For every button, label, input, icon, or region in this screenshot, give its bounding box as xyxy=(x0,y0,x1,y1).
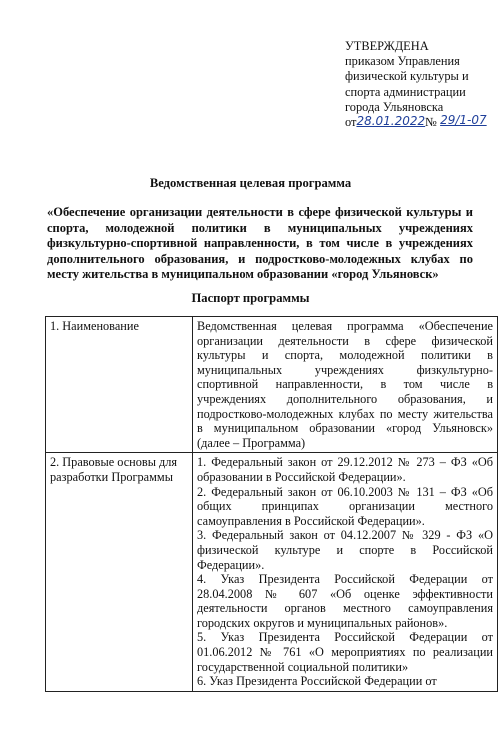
row-content xyxy=(193,453,498,692)
document-title: Ведомственная целевая программа xyxy=(149,176,352,190)
row-paragraph: 3. Федеральный закон от 04.12.2007 № 329 - ФЗ «О физической культуре и спорте в Российской Федерации». xyxy=(197,528,493,572)
passport-table xyxy=(45,316,498,692)
row-paragraph: 1. Федеральный закон от 29.12.2012 № 273 – ФЗ «Об образовании в Российской Федерации». xyxy=(197,455,493,484)
row-content xyxy=(193,317,498,453)
table-row xyxy=(46,453,498,692)
row-paragraph: Ведомственная целевая программа «Обеспечение организации деятельности в сфере физической культуры и спорта, молодежной политики в муниципальных учреждениях физкультурно-спортивной направленности, в том числе в учреждениях дополнительного образования, и подростково-молодежных клубах по месту жительства в муниципальном образовании «город Ульяновск» (далее – Программа) xyxy=(197,319,493,450)
passport-title: Паспорт программы xyxy=(191,291,310,305)
table-row xyxy=(46,317,498,453)
approval-line: физической культуры и xyxy=(345,69,469,84)
approval-line: города Ульяновска xyxy=(345,99,444,114)
approval-reference xyxy=(345,115,495,130)
program-name: «Обеспечение организации деятельности в сфере физической культуры и спорта, молодежной политики в муниципальных учреждениях физкультурно-спортивной направленности, в том числе в учреждениях дополнительного образования, и подростково-молодежных клубах по месту жительства в муниципальном образовании «город Ульяновск» xyxy=(47,205,473,282)
row-paragraph: 2. Федеральный закон от 06.10.2003 № 131 – ФЗ «Об общих принципах организации местного самоуправления в Российской Федерации». xyxy=(197,484,493,528)
handwritten-date: 28.01.2022 xyxy=(356,114,426,129)
row-paragraph: 5. Указ Президента Российской Федерации от 01.06.2012 № 761 «О мероприятиях по реализации государственной социальной политики» xyxy=(197,630,493,674)
approval-stamp xyxy=(345,39,495,130)
approval-line: приказом Управления xyxy=(345,54,460,69)
row-paragraph: 4. Указ Президента Российской Федерации от 28.04.2008 № 607 «Об оценке эффективности деятельности органов местного самоуправления городских округов и муниципальных районов». xyxy=(197,572,493,630)
handwritten-number: 29/1-07 xyxy=(440,113,487,128)
date-prefix: от xyxy=(345,115,357,130)
approval-line: УТВЕРЖДЕНА xyxy=(345,39,429,53)
approval-line: спорта администрации xyxy=(345,84,466,99)
row-paragraph: 6. Указ Президента Российской Федерации от xyxy=(197,674,437,689)
row-label: 2. Правовые основы для разработки Программы xyxy=(46,453,193,692)
row-label: 1. Наименование xyxy=(46,317,193,453)
number-prefix: № xyxy=(425,115,437,130)
